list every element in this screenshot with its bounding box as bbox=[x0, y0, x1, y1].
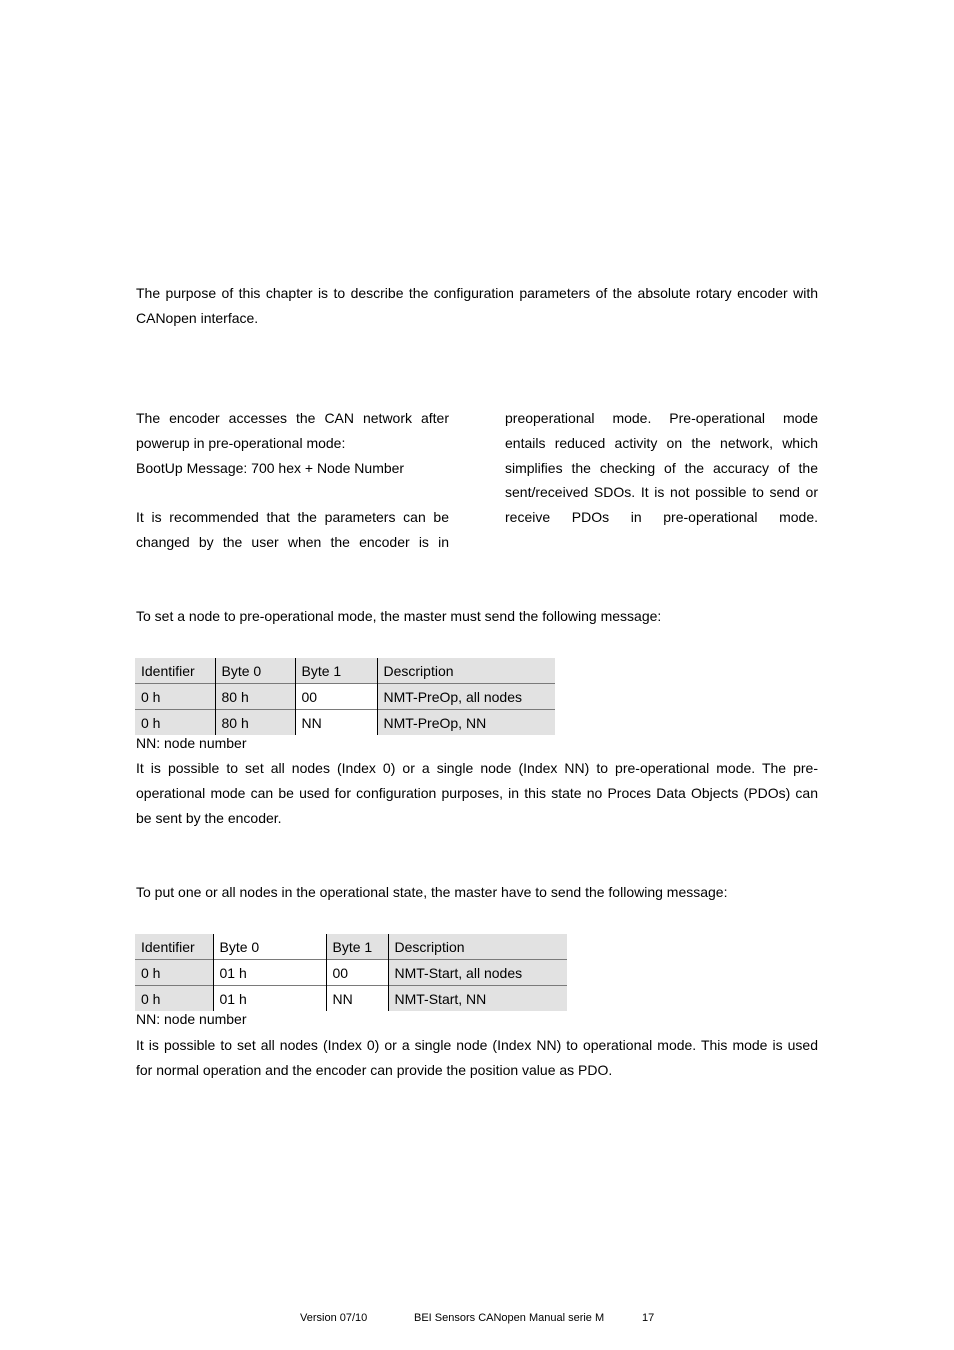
text-line bbox=[136, 480, 449, 505]
text-line: simplifies the checking of the accuracy of the bbox=[505, 459, 818, 476]
table-cell: NMT-PreOp, all nodes bbox=[377, 684, 555, 710]
header-cell-identifier: Identifier bbox=[135, 934, 213, 960]
table-row bbox=[135, 986, 567, 1012]
table-row bbox=[135, 684, 555, 710]
text-line: It is recommended that the parameters can be bbox=[136, 509, 449, 526]
table-cell: NMT-PreOp, NN bbox=[377, 710, 555, 736]
table-cell: 01 h bbox=[213, 960, 326, 986]
text-line: preoperational mode. Pre-operational mode bbox=[505, 410, 818, 426]
text-line: entails reduced activity on the network, which bbox=[505, 434, 818, 451]
op-paragraph bbox=[136, 1033, 818, 1083]
table-header-row bbox=[135, 658, 555, 684]
text-line: BootUp Message: 700 hex + Node Number bbox=[136, 459, 405, 476]
header-cell-identifier: Identifier bbox=[135, 658, 215, 684]
intro-paragraph bbox=[136, 281, 818, 331]
header-cell-byte0: Byte 0 bbox=[215, 658, 295, 684]
op-lead-text: To put one or all nodes in the operational state, the master have to send the following message: bbox=[136, 884, 728, 900]
op-note: NN: node number bbox=[136, 1011, 247, 1027]
preop-paragraph bbox=[136, 756, 818, 830]
table-cell: 0 h bbox=[135, 960, 213, 986]
text-line: The purpose of this chapter is to describe the configuration parameters of the absolute rotary encoder with bbox=[136, 285, 818, 301]
text-line: operational mode can be used for configuration purposes, in this state no Proces Data Objects (PDOs) can bbox=[136, 784, 818, 801]
header-cell-byte1: Byte 1 bbox=[326, 934, 388, 960]
table-cell: 00 bbox=[326, 960, 388, 986]
left-column-text bbox=[136, 406, 449, 555]
text-line: CANopen interface. bbox=[136, 309, 259, 326]
table-cell: NN bbox=[295, 710, 377, 736]
text-line: sent/received SDOs. It is not possible to send or bbox=[505, 484, 818, 501]
table-cell: NMT-Start, NN bbox=[388, 986, 567, 1012]
text-line: The encoder accesses the CAN network after bbox=[136, 410, 449, 426]
table-cell: 80 h bbox=[215, 684, 295, 710]
table-header-row bbox=[135, 934, 567, 960]
text-line: for normal operation and the encoder can provide the position value as PDO. bbox=[136, 1061, 613, 1078]
op-message-table bbox=[135, 934, 567, 1011]
table-cell: 0 h bbox=[135, 986, 213, 1012]
text-line: changed by the user when the encoder is in bbox=[136, 533, 449, 550]
table-row bbox=[135, 960, 567, 986]
preop-message-table bbox=[135, 658, 555, 735]
right-column-text bbox=[505, 406, 818, 530]
table-cell: NN bbox=[326, 986, 388, 1012]
preop-note: NN: node number bbox=[136, 735, 247, 751]
text-line: It is possible to set all nodes (Index 0) or a single node (Index NN) to operational mode. This mode is used bbox=[136, 1037, 818, 1053]
text-line: receive PDOs in pre-operational mode. bbox=[505, 509, 818, 526]
footer-version: Version 07/10 bbox=[300, 1312, 368, 1324]
footer-page-number: 17 bbox=[642, 1312, 655, 1324]
header-cell-byte0: Byte 0 bbox=[213, 934, 326, 960]
header-cell-byte1: Byte 1 bbox=[295, 658, 377, 684]
table-cell: 01 h bbox=[213, 986, 326, 1012]
table-cell: 0 h bbox=[135, 684, 215, 710]
table-cell: 0 h bbox=[135, 710, 215, 736]
preop-lead-text: To set a node to pre-operational mode, the master must send the following message: bbox=[136, 608, 662, 624]
text-line: powerup in pre-operational mode: bbox=[136, 434, 346, 451]
table-row bbox=[135, 710, 555, 736]
footer-manual-title: BEI Sensors CANopen Manual serie M bbox=[414, 1312, 605, 1324]
text-line: It is possible to set all nodes (Index 0) or a single node (Index NN) to pre-operational mode. The pre- bbox=[136, 760, 818, 776]
text-line: be sent by the encoder. bbox=[136, 809, 282, 826]
table-cell: 00 bbox=[295, 684, 377, 710]
table-cell: NMT-Start, all nodes bbox=[388, 960, 567, 986]
header-cell-description: Description bbox=[388, 934, 567, 960]
header-cell-description: Description bbox=[377, 658, 555, 684]
table-cell: 80 h bbox=[215, 710, 295, 736]
